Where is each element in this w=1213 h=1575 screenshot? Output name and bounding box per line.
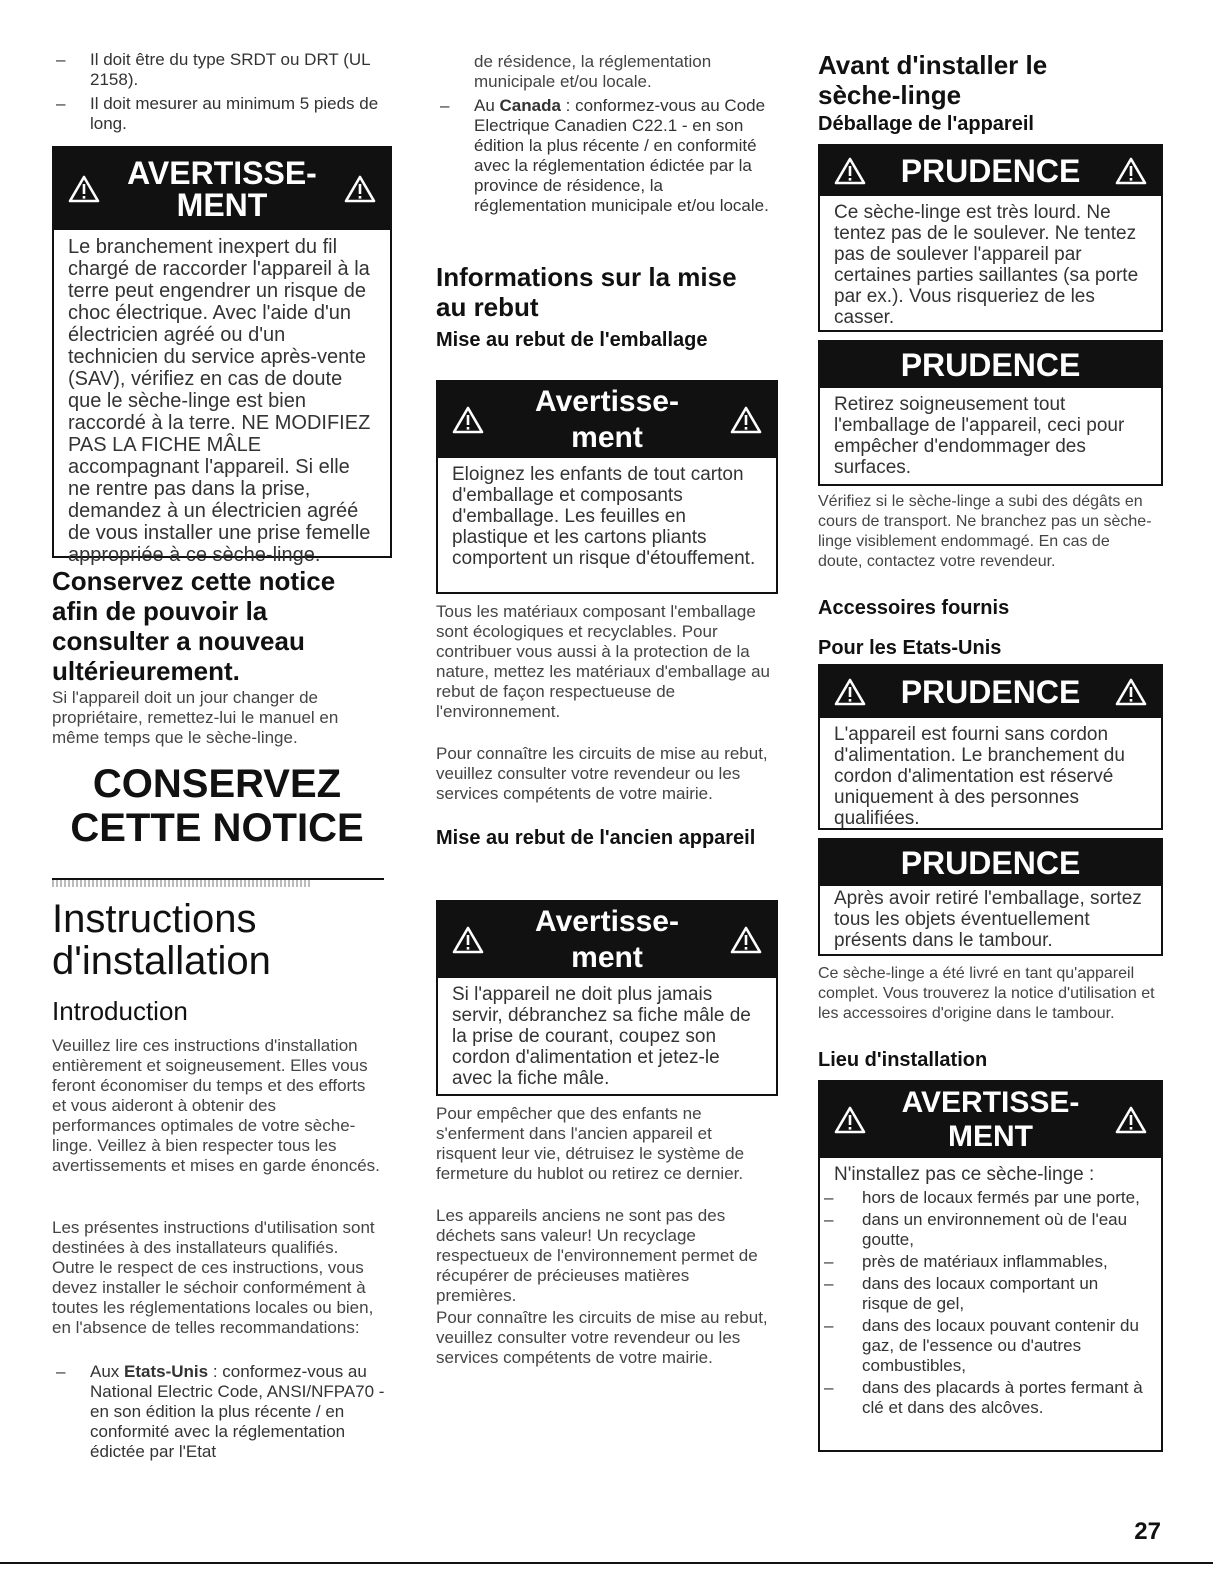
banner-line: CONSERVEZ	[92, 762, 342, 806]
warning-box-old-appliance	[436, 900, 778, 1096]
list-item: – Il doit être du type SRDT ou DRT (UL 2158).	[52, 50, 392, 90]
location-restrictions-list	[820, 1188, 1147, 1418]
bottom-rule	[0, 1562, 1213, 1564]
transport-check-text: Vérifiez si le sèche-linge a subi des dégâts en cours de transport. Ne branchez pas un sèche-linge visiblement endommagé. En cas de doute, contactez votre revendeur.	[818, 493, 1152, 570]
warning-icon	[730, 926, 762, 954]
warning-title: ment	[571, 941, 643, 974]
installation-location-heading: Lieu d'installation	[818, 1049, 988, 1071]
warning-box-ground	[52, 146, 392, 566]
warning-text: N'installez pas ce sèche-linge :	[834, 1164, 1095, 1185]
old-appliance-paragraph: Pour empêcher que des enfants ne s'enferment dans l'ancien appareil et risquent leur vie, détruisez le système de fermeture du hublot ou retirez ce dernier.	[436, 1104, 745, 1183]
text-run: Aux	[90, 1362, 125, 1381]
warning-icon	[68, 175, 100, 203]
delivery-text: Ce sèche-linge a été livré en tant qu'appareil complet. Vous trouverez la notice d'utilisation et les accessoires d'origine dans le tambour.	[818, 965, 1155, 1022]
warning-icon	[834, 678, 866, 706]
warning-text: Si l'appareil ne doit plus jamais servir, débranchez sa fiche mâle de la prise de courant, coupez son cordon d'alimentation et jetez-le avec la fiche mâle.	[452, 984, 751, 1089]
country-name: Etats-Unis	[124, 1362, 209, 1381]
caution-text: L'appareil est fourni sans cordon d'alimentation. Le branchement du cordon d'alimentation est réservé uniquement à des personnes qualifiées.	[834, 724, 1125, 829]
warning-title: ment	[571, 421, 643, 454]
unpacking-heading: Déballage de l'appareil	[818, 113, 1034, 135]
packaging-disposal-heading: Mise au rebut de l'emballage	[436, 329, 708, 351]
caution-box-drum	[818, 838, 1163, 956]
warning-title: AVERTISSE-	[127, 155, 317, 191]
old-appliance-paragraph: Pour connaître les circuits de mise au rebut, veuillez consulter votre revendeur ou les services compétents de votre mairie.	[436, 1308, 768, 1367]
old-appliance-heading: Mise au rebut de l'ancien appareil	[436, 827, 756, 849]
text-run: : conformez-vous au Code Electrique Canadien C22.1 - en son édition la plus récente / en conformité avec la réglementation édictée par la province de résidence, la réglementation municipale et/ou locale.	[474, 96, 769, 215]
warning-title: AVERTISSE-	[901, 1086, 1080, 1119]
warning-box-packaging	[436, 380, 778, 594]
caution-text: Retirez soigneusement tout l'emballage de l'appareil, ceci pour empêcher d'endommager des surfaces.	[834, 394, 1125, 478]
keep-notice-heading: Conservez cette notice afin de pouvoir la consulter a nouveau ultérieurement.	[52, 566, 336, 686]
keep-notice-banner	[52, 762, 382, 850]
page-number: 27	[1134, 1518, 1161, 1545]
accessories-heading: Accessoires fournis	[818, 597, 1010, 619]
warning-title: MENT	[948, 1120, 1033, 1153]
intro-paragraph: Les présentes instructions d'utilisation sont destinées à des installateurs qualifiés. Outre le respect de ces instructions, vous devez installer le séchoir conformément à toutes les réglementations locales ou bien, en l'absence de telles recommandations:	[52, 1218, 375, 1337]
caution-title: PRUDENCE	[900, 346, 1081, 383]
country-name: Canada	[499, 96, 561, 115]
list-item: – hors de locaux fermés par une porte,	[820, 1188, 1147, 1208]
banner-line: CETTE NOTICE	[70, 806, 364, 850]
packaging-paragraph: Tous les matériaux composant l'emballage sont écologiques et recyclables. Pour contribuer vous aussi à la protection de la nature, mettez les matériaux d'emballage au rebut de façon respectueuse de l'environnement.	[436, 602, 770, 721]
intro-paragraph: Veuillez lire ces instructions d'installation entièrement et soigneusement. Elles vous feront économiser du temps et des efforts et vous aideront à obtenir des performances optimales de votre sèche-linge. Veillez à bien respecter tous les avertissements et mises en garde énoncés.	[52, 1036, 380, 1175]
packaging-paragraph: Pour connaître les circuits de mise au rebut, veuillez consulter votre revendeur ou les services compétents de votre mairie.	[436, 744, 768, 803]
warning-icon	[1115, 157, 1147, 185]
warning-title: MENT	[176, 187, 268, 223]
warning-box-location	[818, 1080, 1163, 1452]
section-title	[52, 898, 392, 982]
old-appliance-paragraph: Les appareils anciens ne sont pas des déchets sans valeur! Un recyclage respectueux de l'environnement permet de récupérer de précieuses matières premières.	[436, 1206, 758, 1305]
continued-text: de résidence, la réglementation municipale et/ou locale.	[474, 52, 712, 91]
list-item: – dans des placards à portes fermant à clé et dans des alcôves.	[820, 1378, 1147, 1418]
regulations-list	[436, 96, 778, 216]
list-item: – près de matériaux inflammables,	[820, 1252, 1147, 1272]
caution-box-power-cord	[818, 664, 1163, 830]
disposal-heading: Informations sur la mise au rebut	[436, 262, 737, 322]
list-item: – dans des locaux pouvant contenir du gaz, de l'essence ou d'autres combustibles,	[820, 1316, 1147, 1376]
text-run: : conformez-vous au National Electric Code, ANSI/NFPA70 - en son édition la plus récente / en conformité avec la réglementation édictée par l'Etat	[90, 1362, 385, 1461]
text-run: Au	[474, 96, 500, 115]
warning-title: Avertisse-	[535, 385, 679, 418]
list-item	[436, 96, 778, 216]
warning-icon	[834, 157, 866, 185]
list-item	[52, 1362, 392, 1462]
caution-title: PRUDENCE	[900, 673, 1081, 710]
warning-icon	[1115, 1106, 1147, 1134]
usa-heading: Pour les Etats-Unis	[818, 637, 1002, 659]
warning-icon	[1115, 678, 1147, 706]
caution-box-heavy	[818, 144, 1163, 332]
list-item: – dans un environnement où de l'eau goutte,	[820, 1210, 1147, 1250]
caution-title: PRUDENCE	[900, 152, 1081, 189]
caution-title: PRUDENCE	[900, 844, 1081, 881]
warning-text: Le branchement inexpert du fil chargé de raccorder l'appareil à la terre peut engendrer un risque de choc électrique. Avec l'aide d'un électricien agréé ou d'un technicien du service après-vente (SAV), vérifiez en cas de doute que le sèche-linge est bien raccordé à la terre. NE MODIFIEZ PAS LA FICHE MÂLE accompagnant l'appareil. Si elle ne rentre pas dans la prise, demandez à un électricien agréé de vous installer une prise femelle appropriée à ce sèche-linge.	[68, 236, 371, 566]
warning-icon	[344, 175, 376, 203]
divider-shading	[52, 880, 310, 887]
regulations-list	[52, 1362, 392, 1462]
list-item: – dans des locaux comportant un risque de gel,	[820, 1274, 1147, 1314]
warning-icon	[834, 1106, 866, 1134]
warning-icon	[452, 926, 484, 954]
caution-text: Après avoir retiré l'emballage, sortez tous les objets éventuellement présents dans le tambour.	[834, 888, 1142, 951]
section-title-line: Instructions	[52, 897, 257, 941]
warning-title: Avertisse-	[535, 905, 679, 938]
keep-notice-text: Si l'appareil doit un jour changer de propriétaire, remettez-lui le manuel en même temps que le sèche-linge.	[52, 688, 339, 747]
warning-text: Eloignez les enfants de tout carton d'emballage et composants d'emballage. Les feuilles en plastique et les cartons pliants comportent un risque d'étouffement.	[452, 464, 756, 569]
before-install-heading: Avant d'installer le sèche-linge	[818, 50, 1048, 110]
warning-icon	[452, 406, 484, 434]
list-item: – Il doit mesurer au minimum 5 pieds de long.	[52, 94, 392, 134]
cord-requirements-list	[52, 50, 392, 134]
introduction-heading: Introduction	[52, 996, 188, 1026]
warning-icon	[730, 406, 762, 434]
section-title-line: d'installation	[52, 939, 271, 983]
caution-box-packaging	[818, 340, 1163, 486]
caution-text: Ce sèche-linge est très lourd. Ne tentez pas de le soulever. Ne tentez pas de soulever l'appareil par certaines parties saillantes (sa porte par ex.). Vous risqueriez de les casser.	[834, 202, 1139, 328]
